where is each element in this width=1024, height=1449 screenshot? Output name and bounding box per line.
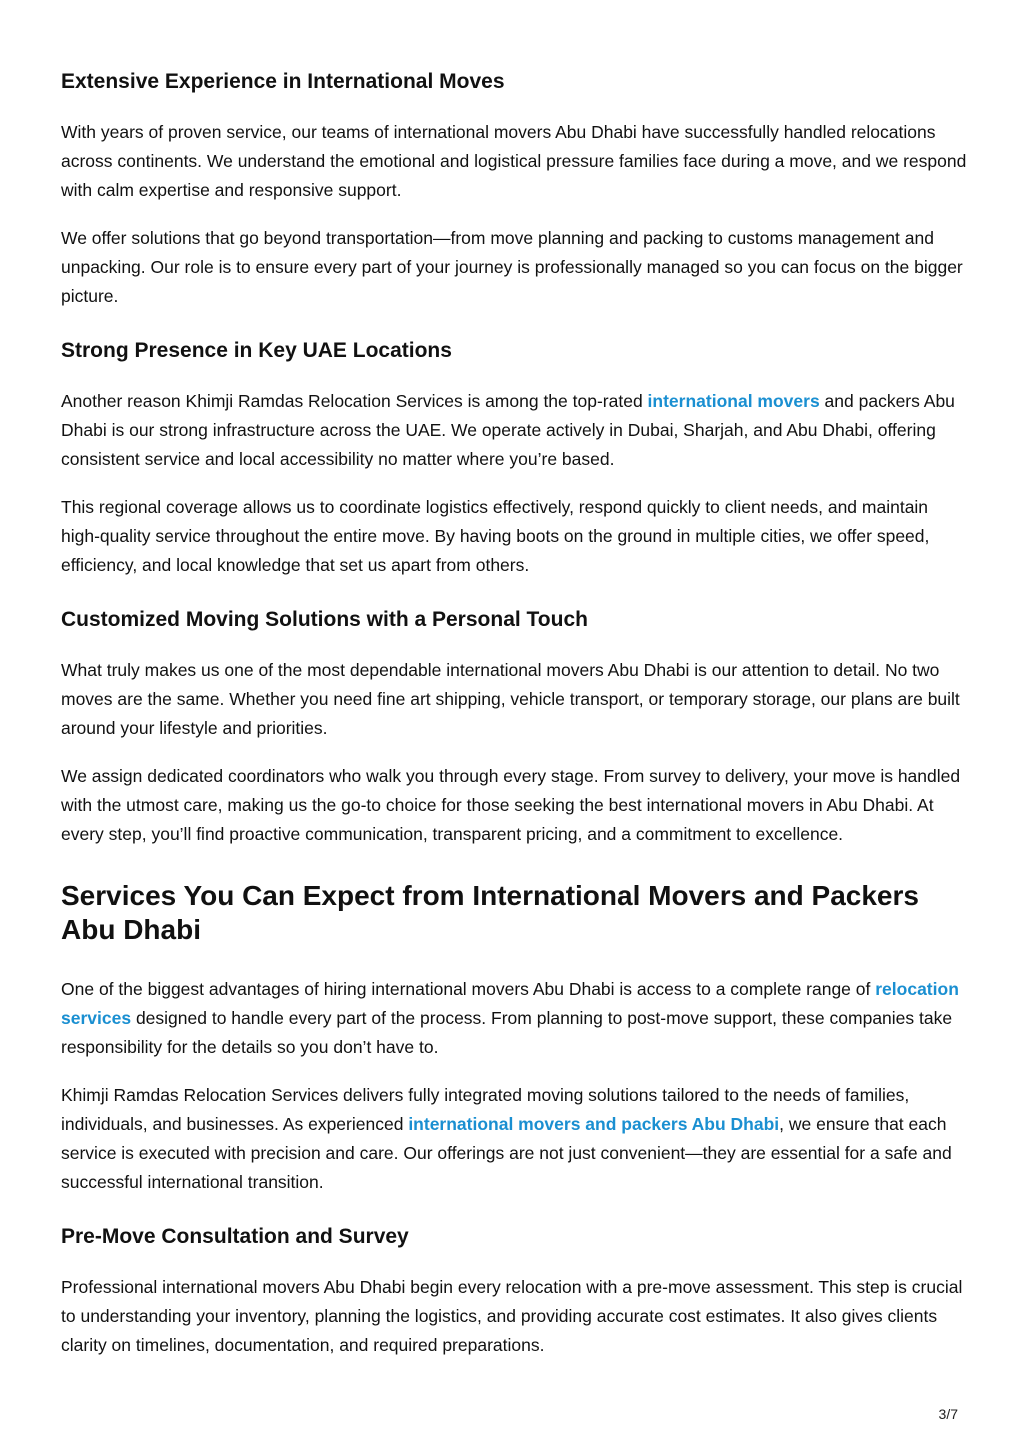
section-heading-pre-move-consultation: Pre-Move Consultation and Survey: [61, 1225, 409, 1248]
text-span: , we ensure that each service is executed with precision and care. Our offerings are not just convenient—they are essential for a safe and successful international transition.: [61, 1114, 952, 1192]
section-heading-international-experience: Extensive Experience in International Moves: [61, 70, 505, 93]
paragraph-with-link: [61, 387, 967, 474]
text-span: designed to handle every part of the process. From planning to post-move support, these companies take responsibility for the details so you don’t have to.: [61, 1008, 953, 1057]
paragraph: Professional international movers Abu Dhabi begin every relocation with a pre-move assessment. This step is crucial to understanding your inventory, planning the logistics, and providing accurate cost estimates. It also gives clients clarity on timelines, documentation, and required preparations.: [61, 1277, 963, 1355]
paragraph-with-link: [61, 975, 967, 1062]
paragraph: With years of proven service, our teams of international movers Abu Dhabi have successfully handled relocations across continents. We understand the emotional and logistical pressure families face during a move, and we respond with calm expertise and responsive support.: [61, 122, 967, 200]
section-heading-services: Services You Can Expect from International Movers and Packers Abu Dhabi: [61, 880, 919, 945]
paragraph: We assign dedicated coordinators who walk you through every stage. From survey to delivery, your move is handled with the utmost care, making us the go-to choice for those seeking the best international movers in Abu Dhabi. At every step, you’ll find proactive communication, transparent pricing, and a commitment to excellence.: [61, 766, 961, 844]
section-heading-uae-presence: Strong Presence in Key UAE Locations: [61, 339, 452, 362]
document-page: [61, 68, 967, 1379]
international-movers-packers-link[interactable]: international movers and packers Abu Dhabi: [408, 1114, 780, 1134]
section-heading-customized-solutions: Customized Moving Solutions with a Personal Touch: [61, 608, 588, 631]
text-span: One of the biggest advantages of hiring international movers Abu Dhabi is access to a complete range of: [61, 979, 876, 999]
text-span: Another reason Khimji Ramdas Relocation Services is among the top-rated: [61, 391, 648, 411]
text-span: and packers Abu Dhabi is our strong infrastructure across the UAE. We operate actively in Dubai, Sharjah, and Abu Dhabi, offering consistent service and local accessibility no matter where you’re based.: [61, 391, 955, 469]
international-movers-link[interactable]: international movers: [647, 391, 820, 411]
paragraph: This regional coverage allows us to coordinate logistics effectively, respond quickly to client needs, and maintain high-quality service throughout the entire move. By having boots on the ground in multiple cities, we offer speed, efficiency, and local knowledge that set us apart from others.: [61, 497, 930, 575]
paragraph: What truly makes us one of the most dependable international movers Abu Dhabi is our attention to detail. No two moves are the same. Whether you need fine art shipping, vehicle transport, or temporary storage, our plans are built around your lifestyle and priorities.: [61, 660, 960, 738]
paragraph-with-link: [61, 1081, 967, 1197]
relocation-services-link[interactable]: relocation services: [61, 979, 959, 1028]
text-span: Khimji Ramdas Relocation Services delivers fully integrated moving solutions tailored to the needs of families, individuals, and businesses. As experienced: [61, 1085, 910, 1134]
page-number: 3/7: [938, 1406, 958, 1422]
paragraph: We offer solutions that go beyond transportation—from move planning and packing to customs management and unpacking. Our role is to ensure every part of your journey is professionally managed so you can focus on the bigger picture.: [61, 228, 963, 306]
